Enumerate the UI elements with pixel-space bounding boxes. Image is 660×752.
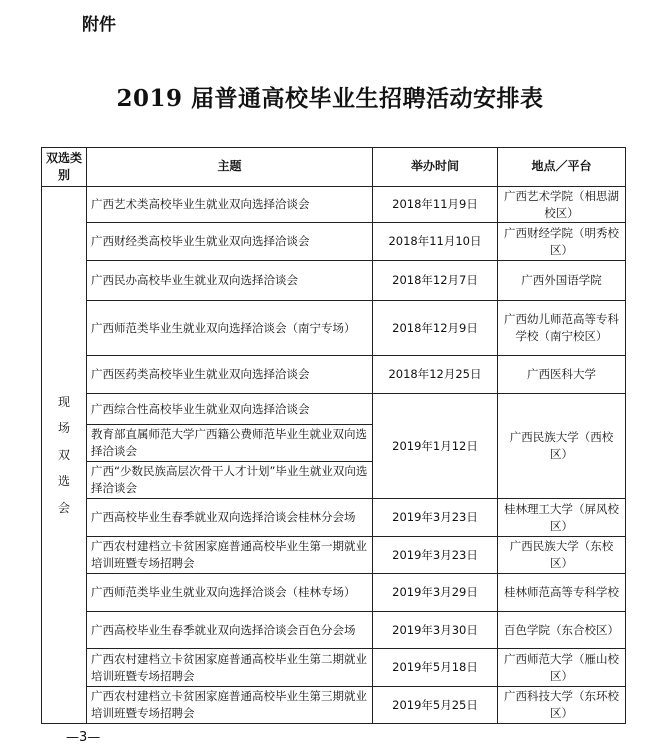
table-row bbox=[42, 356, 626, 394]
time-cell: 2019年3月23日 bbox=[373, 537, 498, 574]
topic-cell: 广西师范类毕业生就业双向选择洽谈会（南宁专场） bbox=[87, 301, 373, 356]
topic-cell: 广西艺术类高校毕业生就业双向选择洽谈会 bbox=[87, 187, 373, 223]
time-cell: 2018年12月25日 bbox=[373, 356, 498, 394]
table-row bbox=[42, 261, 626, 301]
place-cell: 广西民族大学（东校区） bbox=[498, 537, 626, 574]
place-cell: 广西医科大学 bbox=[498, 356, 626, 394]
time-cell: 2018年12月9日 bbox=[373, 301, 498, 356]
topic-cell: 广西“少数民族高层次骨干人才计划”毕业生就业双向选择洽谈会 bbox=[87, 462, 373, 499]
place-cell: 广西幼儿师范高等专科学校（南宁校区） bbox=[498, 301, 626, 356]
place-cell: 广西财经学院（明秀校区） bbox=[498, 223, 626, 261]
topic-cell: 广西财经类高校毕业生就业双向选择洽谈会 bbox=[87, 223, 373, 261]
time-cell: 2019年3月30日 bbox=[373, 612, 498, 649]
table-row bbox=[42, 187, 626, 223]
place-cell: 广西科技大学（东环校区） bbox=[498, 687, 626, 724]
place-cell: 广西外国语学院 bbox=[498, 261, 626, 301]
time-cell: 2019年3月29日 bbox=[373, 574, 498, 612]
table-row bbox=[42, 499, 626, 537]
page-title: 2019 届普通高校毕业生招聘活动安排表 bbox=[116, 85, 544, 112]
topic-cell: 广西农村建档立卡贫困家庭普通高校毕业生第一期就业培训班暨专场招聘会 bbox=[87, 537, 373, 574]
header-place: 地点／平台 bbox=[498, 148, 626, 187]
place-cell: 桂林师范高等专科学校 bbox=[498, 574, 626, 612]
place-cell: 桂林理工大学（屏风校区） bbox=[498, 499, 626, 537]
topic-cell: 广西师范类毕业生就业双向选择洽谈会（桂林专场） bbox=[87, 574, 373, 612]
table-row bbox=[42, 301, 626, 356]
category-cell bbox=[42, 187, 87, 724]
table-row bbox=[42, 612, 626, 649]
place-cell: 百色学院（东合校区） bbox=[498, 612, 626, 649]
place-cell: 广西师范大学（雁山校区） bbox=[498, 649, 626, 687]
time-cell: 2018年12月7日 bbox=[373, 261, 498, 301]
topic-cell: 广西高校毕业生春季就业双向选择洽谈会桂林分会场 bbox=[87, 499, 373, 537]
topic-cell: 广西高校毕业生春季就业双向选择洽谈会百色分会场 bbox=[87, 612, 373, 649]
time-cell: 2019年1月12日 bbox=[373, 394, 498, 499]
category-label: 现场双选会 bbox=[57, 395, 70, 515]
attachment-label: 附件 bbox=[82, 15, 116, 35]
table-row bbox=[42, 687, 626, 724]
topic-cell: 广西医药类高校毕业生就业双向选择洽谈会 bbox=[87, 356, 373, 394]
page-number: —3— bbox=[66, 730, 101, 745]
place-cell: 广西民族大学（西校区） bbox=[498, 394, 626, 499]
place-cell: 广西艺术学院（相思湖校区） bbox=[498, 187, 626, 223]
topic-cell: 广西综合性高校毕业生就业双向选择洽谈会 bbox=[87, 394, 373, 425]
schedule-table bbox=[41, 147, 626, 724]
topic-cell: 广西农村建档立卡贫困家庭普通高校毕业生第三期就业培训班暨专场招聘会 bbox=[87, 687, 373, 724]
header-time: 举办时间 bbox=[373, 148, 498, 187]
table-row bbox=[42, 223, 626, 261]
header-topic: 主题 bbox=[87, 148, 373, 187]
topic-cell: 广西农村建档立卡贫困家庭普通高校毕业生第二期就业培训班暨专场招聘会 bbox=[87, 649, 373, 687]
time-cell: 2019年5月18日 bbox=[373, 649, 498, 687]
header-type: 双选类别 bbox=[42, 148, 87, 187]
time-cell: 2019年3月23日 bbox=[373, 499, 498, 537]
table-header-row bbox=[42, 148, 626, 187]
time-cell: 2019年5月25日 bbox=[373, 687, 498, 724]
topic-cell: 广西民办高校毕业生就业双向选择洽谈会 bbox=[87, 261, 373, 301]
time-cell: 2018年11月9日 bbox=[373, 187, 498, 223]
topic-cell: 教育部直属师范大学广西籍公费师范毕业生就业双向选择洽谈会 bbox=[87, 425, 373, 462]
table-row bbox=[42, 649, 626, 687]
table-row bbox=[42, 394, 626, 425]
table-row bbox=[42, 537, 626, 574]
time-cell: 2018年11月10日 bbox=[373, 223, 498, 261]
table-row bbox=[42, 574, 626, 612]
